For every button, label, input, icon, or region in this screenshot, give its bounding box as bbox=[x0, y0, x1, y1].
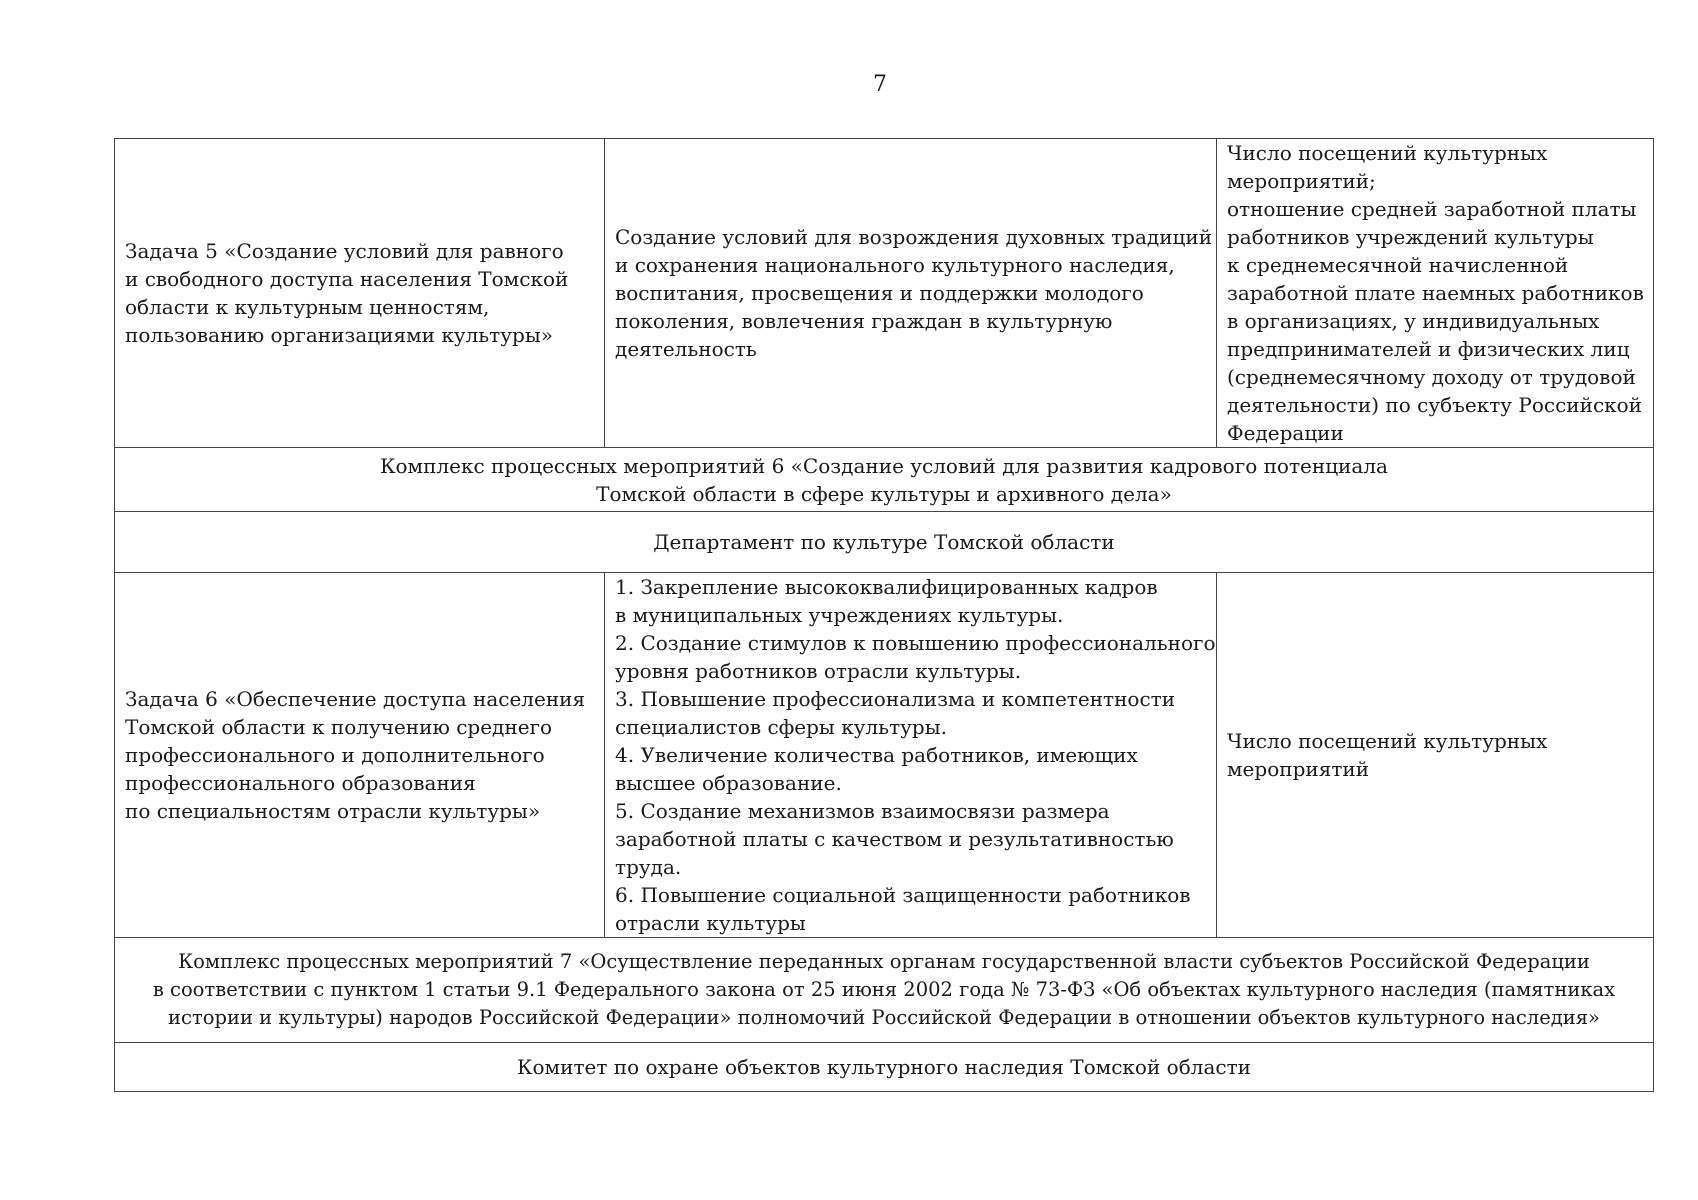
text-line: мероприятий; bbox=[1227, 169, 1376, 193]
text-line: специалистов сферы культуры. bbox=[615, 715, 947, 739]
text-line: в муниципальных учреждениях культуры. bbox=[615, 603, 1064, 627]
text-line: 1. Закрепление высококвалифицированных кадров bbox=[615, 575, 1158, 599]
page-number: 7 bbox=[873, 72, 887, 97]
table-row-complex7 bbox=[115, 938, 1654, 1043]
program-table bbox=[114, 138, 1654, 1092]
task6-description-cell bbox=[605, 573, 1217, 938]
text-line: высшее образование. bbox=[615, 771, 842, 795]
text-line: 2. Создание стимулов к повышению профессионального bbox=[615, 631, 1216, 655]
table-row-complex6 bbox=[115, 448, 1654, 512]
text-line: воспитания, просвещения и поддержки молодого bbox=[615, 281, 1144, 305]
text-line: Число посещений культурных bbox=[1227, 141, 1548, 165]
committee-cell: Комитет по охране объектов культурного наследия Томской области bbox=[115, 1043, 1654, 1092]
text-line: отрасли культуры bbox=[615, 911, 806, 935]
text-line: по специальностям отрасли культуры» bbox=[125, 799, 541, 823]
task6-cell bbox=[115, 573, 605, 938]
text-line: работников учреждений культуры bbox=[1227, 225, 1594, 249]
text-line: 6. Повышение социальной защищенности работников bbox=[615, 883, 1191, 907]
table-row-task5 bbox=[115, 139, 1654, 448]
text-line: Томской области к получению среднего bbox=[125, 715, 553, 739]
text-line: и сохранения национального культурного наследия, bbox=[615, 253, 1175, 277]
task5-description-cell bbox=[605, 139, 1217, 448]
text-line: 3. Повышение профессионализма и компетентности bbox=[615, 687, 1176, 711]
text-line: Создание условий для возрождения духовных традиций bbox=[615, 225, 1213, 249]
text-line: труда. bbox=[615, 855, 682, 879]
text-line: заработной платы с качеством и результативностью bbox=[615, 827, 1174, 851]
text-line: 4. Увеличение количества работников, имеющих bbox=[615, 743, 1138, 767]
complex6-title-cell bbox=[115, 448, 1654, 512]
text-line: и свободного доступа населения Томской bbox=[125, 267, 569, 291]
text-line: уровня работников отрасли культуры. bbox=[615, 659, 1022, 683]
text-line: в организациях, у индивидуальных bbox=[1227, 309, 1600, 333]
text-line: (среднемесячному доходу от трудовой bbox=[1227, 365, 1636, 389]
text-line: Задача 5 «Создание условий для равного bbox=[125, 239, 564, 263]
task6-indicators-cell bbox=[1217, 573, 1654, 938]
text-line: истории и культуры) народов Российской Федерации» полномочий Российской Федерации в отношении объектов культурного наследия» bbox=[168, 1006, 1600, 1029]
text-line: профессионального образования bbox=[125, 771, 476, 795]
text-line: пользованию организациями культуры» bbox=[125, 323, 553, 347]
table-row-task6 bbox=[115, 573, 1654, 938]
department-cell: Департамент по культуре Томской области bbox=[115, 512, 1654, 573]
text-line: к среднемесячной начисленной bbox=[1227, 253, 1569, 277]
text-line: предпринимателей и физических лиц bbox=[1227, 337, 1630, 361]
text-line: Федерации bbox=[1227, 421, 1344, 445]
text-line: деятельности) по субъекту Российской bbox=[1227, 393, 1643, 417]
task5-cell bbox=[115, 139, 605, 448]
text-line: Комплекс процессных мероприятий 6 «Создание условий для развития кадрового потенциала bbox=[380, 453, 1388, 478]
text-line: области к культурным ценностям, bbox=[125, 295, 490, 319]
task5-indicators-cell bbox=[1217, 139, 1654, 448]
text-line: деятельность bbox=[615, 337, 757, 361]
text-line: 5. Создание механизмов взаимосвязи размера bbox=[615, 799, 1110, 823]
text-line: Задача 6 «Обеспечение доступа населения bbox=[125, 687, 586, 711]
text-line: профессионального и дополнительного bbox=[125, 743, 545, 767]
text-line: в соответствии с пунктом 1 статьи 9.1 Федерального закона от 25 июня 2002 года № 73-ФЗ «Об объектах культурного наследия (памятниках bbox=[152, 978, 1616, 1001]
text-line: Число посещений культурных bbox=[1227, 729, 1548, 753]
text-line: поколения, вовлечения граждан в культурную bbox=[615, 309, 1113, 333]
text-line: Томской области в сфере культуры и архивного дела» bbox=[596, 481, 1172, 506]
text-line: мероприятий bbox=[1227, 757, 1370, 781]
text-line: заработной плате наемных работников bbox=[1227, 281, 1644, 305]
complex7-title-cell bbox=[115, 938, 1654, 1043]
text-line: Комплекс процессных мероприятий 7 «Осуществление переданных органам государственной власти субъектов Российской Федерации bbox=[178, 950, 1590, 973]
table-row-department bbox=[115, 512, 1654, 573]
table-row-committee bbox=[115, 1043, 1654, 1092]
text-line: отношение средней заработной платы bbox=[1227, 197, 1637, 221]
